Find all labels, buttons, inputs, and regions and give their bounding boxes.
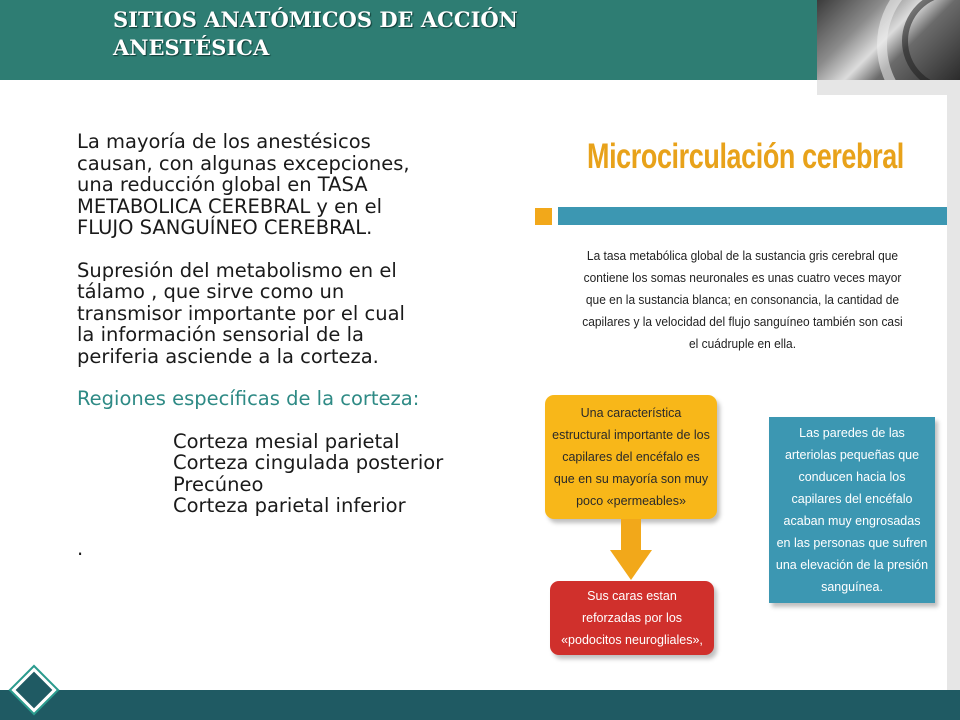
right-edge-strip [947,95,960,690]
paragraph-2-line-2: tálamo , que sirve como un [77,280,345,303]
paragraph-2-line-4: la información sensorial de la [77,323,364,346]
slide-body [77,131,522,559]
infographic-orange-square [535,208,552,225]
blue-box-text: Las paredes de las arteriolas pequeñas que conducen hacia los capilares del encéfalo acaban muy engrosadas en las personas que sufren una elevación de la presión sanguínea. [775,426,929,594]
down-arrow-shaft [621,519,641,551]
spacer [77,367,522,388]
region-item-1: Corteza mesial parietal [173,429,400,453]
paragraph-1-line-1: La mayoría de los anestésicos [77,130,371,153]
trailing-period: . [77,536,84,560]
paragraph-2-line-5: periferia asciende a la corteza. [77,344,379,368]
decorative-photo [817,0,960,80]
header-accent-strip [817,80,960,95]
photo-ring-inner [902,0,960,80]
red-box-text: Sus caras estan reforzadas por los «podocitos neurogliales», [561,589,703,647]
infographic-blue-bar [558,207,947,225]
region-item-3: Precúneo [173,472,264,496]
title-bar [0,0,817,80]
infographic-paragraph: La tasa metabólica global de la sustancia gris cerebral que contiene los somas neuronales es unas cuatro veces mayor que en la sustancia blanca; en consonancia, la cantidad de capilares y la velocidad del flujo sanguíneo también son casi el cuádruple en ella. [582,248,903,351]
slide-title-line-1: SITIOS ANATÓMICOS DE ACCIÓN [113,7,518,32]
yellow-box-text: Una característica estructural importante de los capilares del encéfalo es que en su mayoría son muy poco «permeables» [552,406,710,508]
spacer [77,517,522,538]
down-arrow-icon [610,550,652,580]
region-item-2: Corteza cingulada posterior [173,451,444,474]
infographic-image [533,95,947,693]
infographic-yellow-box [545,395,717,519]
regions-heading: Regiones específicas de la corteza: [77,387,420,410]
infographic-red-box [550,581,714,655]
spacer [77,410,522,431]
paragraph-1-line-3: una reducción global en TASA [77,173,368,196]
infographic-blue-box [769,417,935,603]
paragraph-2-line-3: transmisor importante por el cual [77,301,405,325]
paragraph-1-line-4: METABOLICA CEREBRAL y en el [77,194,383,218]
footer-bar [0,690,960,720]
slide-title-line-2: ANESTÉSICA [113,35,270,60]
infographic-title: Microcirculación cerebral [587,137,904,176]
paragraph-2-line-1: Supresión del metabolismo en el [77,258,397,282]
paragraph-1-line-2: causan, con algunas excepciones, [77,151,410,175]
region-item-4: Corteza parietal inferior [173,494,406,517]
paragraph-1-line-5: FLUJO SANGUÍNEO CEREBRAL. [77,216,373,239]
slide-title [113,6,518,62]
spacer [77,239,522,260]
